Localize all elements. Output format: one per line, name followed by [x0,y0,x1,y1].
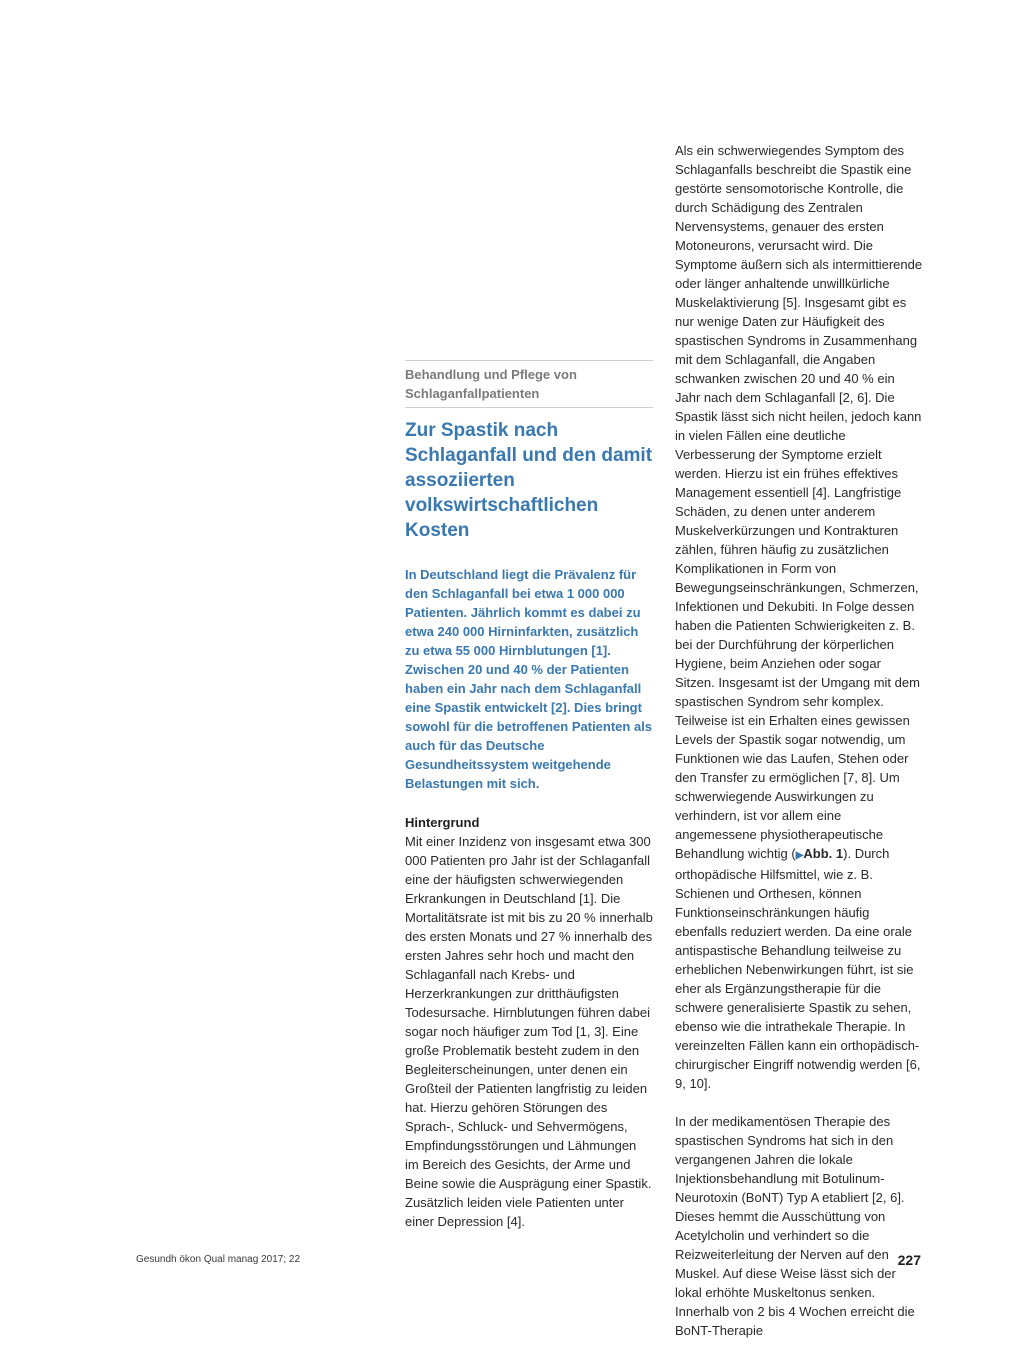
body-paragraph-1-end: ). Durch orthopädische Hilfsmittel, wie z. B. Schienen und Orthesen, können Funktionseinschränkungen häufig ebenfalls reduziert werden. Da eine orale antispastische Behandlung teilweise zu erheblichen Nebenwirkungen führt, ist sie eher als Ergänzungstherapie für die schwere generalisierte Spastik zu sehen, ebenso wie die intrathekale Therapie. In vereinzelten Fällen kann ein orthopädisch-chirurgischer Eingriff notwendig werden [6, 9, 10]. [675,846,921,1091]
top-divider [405,360,653,361]
page-number: 227 [897,1252,921,1268]
background-paragraph: Mit einer Inzidenz von insgesamt etwa 300 000 Patienten pro Jahr ist der Schlaganfall eine der häufigsten schwerwiegenden Erkrankungen in Deutschland [1]. Die Mortalitätsrate ist mit bis zu 20 % innerhalb des ersten Monats und 27 % innerhalb des ersten Jahres sehr hoch und macht den Schlaganfall nach Krebs- und Herzerkrankungen zur dritthäufigsten Todesursache. Hirnblutungen führen dabei sogar noch häufiger zum Tod [1, 3]. Eine große Problematik besteht zudem in den Begleiterscheinungen, unter denen ein Großteil der Patienten langfristig zu leiden hat. Hierzu gehören Störungen des Sprach-, Schluck- und Sehvermögens, Empfindungsstörungen und Lähmungen im Bereich des Gesichts, der Arme und Beine sowie die Ausprägung einer Spastik. Zusätzlich leiden viele Patienten unter einer Depression [4]. [405,834,653,1229]
section-divider [405,407,653,408]
body-paragraph-2: In der medikamentösen Therapie des spastischen Syndroms hat sich in den vergangenen Jahren die lokale Injektionsbehandlung mit Botulinum-Neurotoxin (BoNT) Typ A etabliert [2, 6]. Dieses hemmt die Ausschüttung von Acetylcholin und verhindert so die Reizweiterleitung der Nerven auf den Muskel. Auf diese Weise lässt sich der lokal erhöhte Muskeltonus senken. Innerhalb von 2 bis 4 Wochen erreicht die BoNT-Therapie [675,1114,915,1338]
figure-reference-label: Abb. 1 [803,846,844,861]
right-column [675,141,923,1340]
figure-reference-link[interactable] [796,846,843,861]
body-paragraph-1-start: Als ein schwerwiegendes Symptom des Schlaganfalls beschreibt die Spastik eine gestörte sensomotorische Kontrolle, die durch Schädigung des Zentralen Nervensystems, genauer des ersten Motoneurons, verursacht wird. Die Symptome äußern sich als intermittierende oder länger anhaltende unwillkürliche Muskelaktivierung [5]. Insgesamt gibt es nur wenige Daten zur Häufigkeit des spastischen Syndroms in Zusammenhang mit dem Schlaganfall, die Angaben schwanken zwischen 20 und 40 % ein Jahr nach dem Schlaganfall [2, 6]. Die Spastik lässt sich nicht heilen, jedoch kann in vielen Fällen eine deutliche Verbesserung der Symptome erzielt werden. Hierzu ist ein frühes effektives Management essentiell [4]. Langfristige Schäden, zu denen unter anderem Muskelverkürzungen und Kontrakturen zählen, führen häufig zu zusätzlichen Komplikationen in Form von Bewegungseinschränkungen, Schmerzen, Infektionen und Dekubiti. In Folge dessen haben die Patienten Schwierigkeiten z. B. bei der Durchführung der körperlichen Hygiene, beim Anziehen oder sogar Sitzen. Insgesamt ist der Umgang mit dem spastischen Syndrom sehr komplex. Teilweise ist ein Erhalten eines gewissen Levels der Spastik sogar notwendig, um Funktionen wie das Laufen, Stehen oder den Transfer zu ermöglichen [7, 8]. Um schwerwiegende Auswirkungen zu verhindern, ist vor allem eine angemessene physiotherapeutische Behandlung wichtig ( [675,143,923,861]
section-label: Behandlung und Pflege von Schlaganfallpatienten [405,367,577,401]
article-title: Zur Spastik nach Schlaganfall und den damit assoziierten volkswirtschaftlichen Kosten [405,420,653,541]
abstract: In Deutschland liegt die Prävalenz für den Schlaganfall bei etwa 1 000 000 Patienten. Jährlich kommt es dabei zu etwa 240 000 Hirninfarkten, zusätzlich zu etwa 55 000 Hirnblutungen [1]. Zwischen 20 und 40 % der Patienten haben ein Jahr nach dem Schlaganfall eine Spastik entwickelt [2]. Dies bringt sowohl für die betroffenen Patienten als auch für das Deutsche Gesundheitssystem weitgehende Belastungen mit sich. [405,567,653,791]
body-paragraph-1 [675,141,923,1093]
journal-citation: Gesundh ökon Qual manag 2017; 22 [136,1254,301,1265]
section-heading-hintergrund: Hintergrund [405,815,480,830]
left-column [405,360,653,1231]
triangle-right-icon: ▶ [795,850,804,861]
